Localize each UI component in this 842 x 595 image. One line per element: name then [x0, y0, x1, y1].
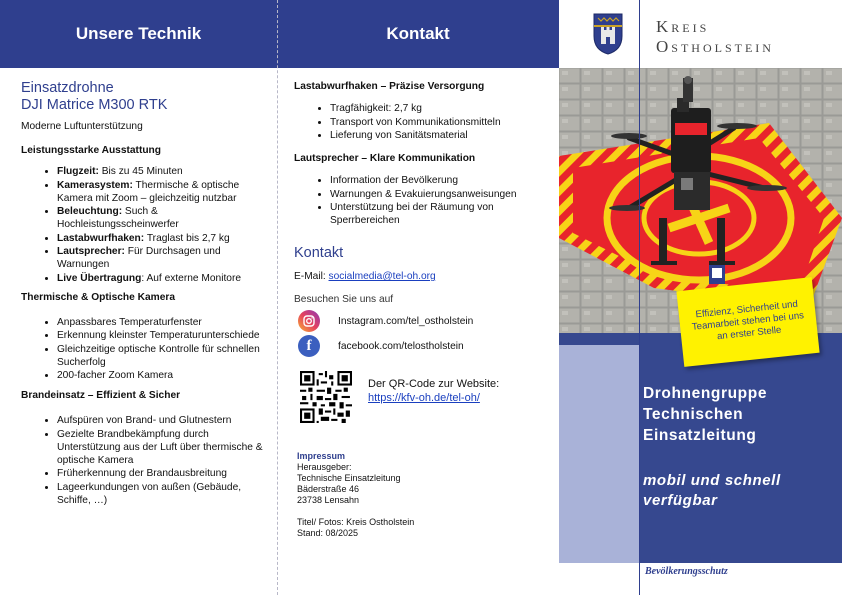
list-item: • Tragfähigkeit: 2,7 kg	[330, 102, 550, 115]
facebook-row[interactable]	[294, 335, 550, 357]
list-item: • Information der Bevölkerung	[330, 174, 550, 187]
impressum-title: Impressum	[297, 451, 346, 461]
besuchen-text: Besuchen Sie uns auf	[294, 294, 394, 305]
email-link[interactable]: socialmedia@tel-oh.org	[328, 271, 436, 282]
cover-title	[643, 383, 767, 446]
drone-title-line2: DJI Matrice M300 RTK	[21, 97, 168, 113]
cover-vertical-line	[639, 0, 640, 595]
ausstattung-heading: Leistungsstarke Ausstattung	[21, 145, 162, 156]
ausstattung-list	[21, 165, 269, 285]
header-technik	[0, 0, 277, 68]
list-item: • Lageerkundungen von außen (Gebäude, Schiffe, …)	[57, 481, 269, 507]
impressum-line: Technische Einsatzleitung	[297, 473, 401, 483]
cover-subtitle-line: mobil und schnell	[643, 472, 781, 489]
impressum-line: Bäderstraße 46	[297, 484, 360, 494]
footer-text: Bevölkerungsschutz	[645, 566, 728, 577]
impressum	[294, 451, 550, 539]
sticky-note: Effizienz, Sicherheit und Teamarbeit stehen bei uns an erster Stelle	[676, 277, 819, 367]
list-item: • Aufspüren von Brand- und Glutnestern	[57, 414, 269, 427]
logo-line1: Kreis	[656, 17, 710, 36]
impressum-line: Herausgeber:	[297, 462, 352, 472]
cover-accent	[559, 345, 640, 563]
logo-text	[656, 17, 774, 57]
list-item: • Kamerasystem: Thermische & optische Kamera mit Zoom – gleichzeitig nutzbar	[57, 179, 269, 205]
kontakt-heading: Kontakt	[294, 245, 344, 261]
list-item: • Warnungen & Evakuierungsanweisungen	[330, 188, 550, 201]
lastabwurf-heading: Lastabwurfhaken – Präzise Versorgung	[294, 81, 485, 92]
qr-text-block	[368, 371, 499, 405]
kamera-list	[21, 316, 269, 383]
list-item: • Live Übertragung: Auf externe Monitore	[57, 272, 269, 285]
list-item: • Lieferung von Sanitätsmaterial	[330, 129, 550, 142]
fold-line	[277, 0, 278, 595]
kamera-heading: Thermische & Optische Kamera	[21, 291, 176, 303]
qr-text: Der QR-Code zur Website:	[368, 378, 500, 390]
logo-line2: Ostholstein	[656, 37, 774, 56]
cover-subtitle-line: verfügbar	[643, 492, 718, 509]
qr-url-link[interactable]: https://kfv-oh.de/tel-oh/	[368, 392, 480, 404]
list-item: • Früherkennung der Brandausbreitung	[57, 467, 269, 480]
facebook-link[interactable]: facebook.com/telostholstein	[338, 340, 464, 352]
brand-list	[21, 414, 269, 507]
list-item: • Flugzeit: Bis zu 45 Minuten	[57, 165, 269, 178]
email-label: E-Mail:	[294, 271, 329, 282]
kontakt-column	[294, 80, 550, 539]
cover-subtitle	[643, 471, 781, 511]
list-item: • Gezielte Brandbekämpfung durch Unterstützung aus der Luft über thermische & optische Kamera	[57, 428, 269, 467]
email-line	[294, 270, 550, 283]
lastabwurf-list	[294, 102, 550, 142]
logo-area	[559, 0, 842, 68]
qr-row	[294, 371, 550, 423]
list-item: • Gleichzeitige optische Kontrolle für schnellen Sucherfolg	[57, 343, 269, 369]
cover-title-line: Technischen	[643, 406, 744, 423]
cover-title-line: Einsatzleitung	[643, 427, 757, 444]
list-item: • Anpassbares Temperaturfenster	[57, 316, 269, 329]
coat-of-arms-icon	[592, 12, 624, 56]
instagram-row[interactable]	[294, 310, 550, 332]
qr-code-icon[interactable]	[300, 371, 352, 423]
brand-heading: Brandeinsatz – Effizient & Sicher	[21, 390, 181, 401]
impressum-line: 23738 Lensahn	[297, 495, 360, 505]
list-item: • 200-facher Zoom Kamera	[57, 369, 269, 382]
list-item: • Transport von Kommunikationsmitteln	[330, 116, 550, 129]
lautsprecher-list	[294, 174, 550, 227]
lautsprecher-heading: Lautsprecher – Klare Kommunikation	[294, 153, 476, 164]
list-item: • Unterstützung bei der Räumung von Sperrbereichen	[330, 201, 550, 227]
header-kontakt-title: Kontakt	[386, 24, 450, 43]
list-item: • Lautsprecher: Für Durchsagen und Warnungen	[57, 245, 269, 271]
instagram-icon[interactable]	[298, 310, 320, 332]
list-item: • Erkennung kleinster Temperaturunterschiede	[57, 329, 269, 342]
drone-title-line1: Einsatzdrohne	[21, 80, 114, 96]
facebook-icon[interactable]: f	[298, 335, 320, 357]
instagram-link[interactable]: Instagram.com/tel_ostholstein	[338, 315, 474, 327]
list-item: • Lastabwurfhaken: Traglast bis 2,7 kg	[57, 232, 269, 245]
impressum-credit: Titel/ Fotos: Kreis Ostholstein	[297, 517, 415, 527]
cover-title-line: Drohnengruppe	[643, 385, 768, 402]
intro-text: Moderne Luftunterstützung	[21, 121, 143, 132]
impressum-credit: Stand: 08/2025	[297, 528, 359, 538]
list-item: • Beleuchtung: Such & Hochleistungsscheinwerfer	[57, 205, 269, 231]
header-technik-title: Unsere Technik	[75, 24, 202, 43]
technik-column	[21, 80, 269, 515]
drone-title	[21, 80, 269, 114]
header-kontakt	[277, 0, 559, 68]
